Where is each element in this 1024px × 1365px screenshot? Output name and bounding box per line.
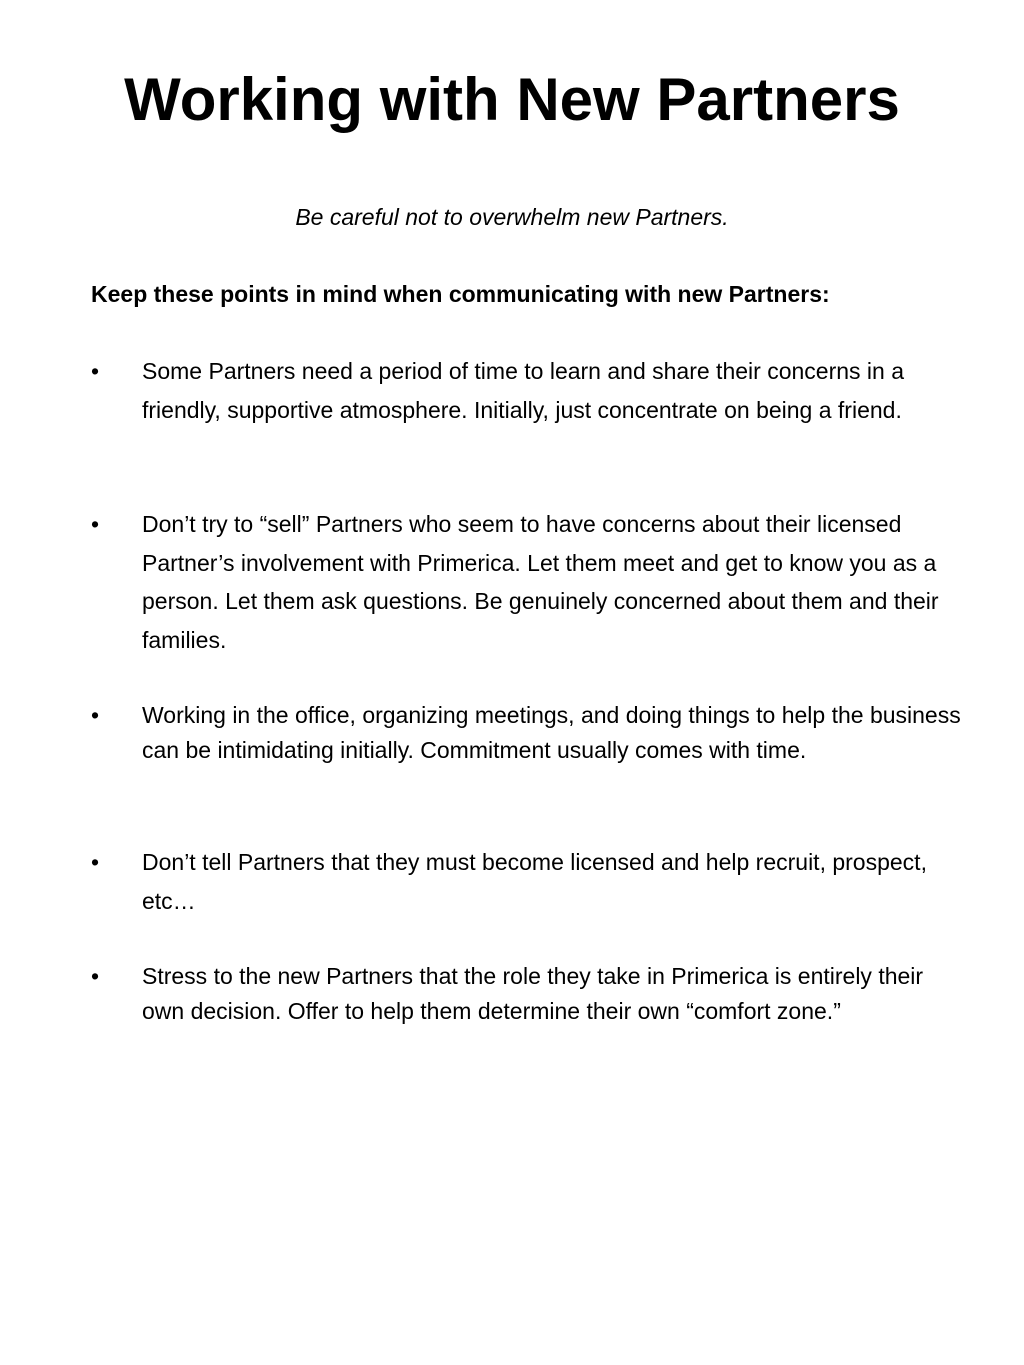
bullet-icon: • (91, 702, 100, 728)
page-title: Working with New Partners (124, 66, 900, 133)
bullet-text: Don’t tell Partners that they must become licensed and help recruit, prospect, etc… (142, 849, 927, 914)
bullet-icon: • (91, 511, 100, 537)
bullet-text: Stress to the new Partners that the role they take in Primerica is entirely their own decision. Offer to help them determine their own “comfort zone.” (142, 963, 924, 1024)
bullet-text: Don’t try to “sell” Partners who seem to have concerns about their licensed Partner’s involvement with Primerica. Let them meet and get to know you as a person. Let them ask questions. Be genuinely concerned about them and their families. (142, 511, 939, 653)
bullet-text: Working in the office, organizing meetings, and doing things to help the business can be intimidating initially. Commitment usually comes with time. (142, 702, 961, 763)
bullet-text: Some Partners need a period of time to learn and share their concerns in a friendly, supportive atmosphere. Initially, just concentrate on being a friend. (142, 358, 904, 423)
bullet-icon: • (91, 358, 100, 384)
bullet-icon: • (91, 849, 100, 875)
subtitle: Be careful not to overwhelm new Partners. (295, 204, 729, 230)
intro-heading: Keep these points in mind when communicating with new Partners: (91, 281, 830, 307)
bullet-icon: • (91, 963, 100, 989)
